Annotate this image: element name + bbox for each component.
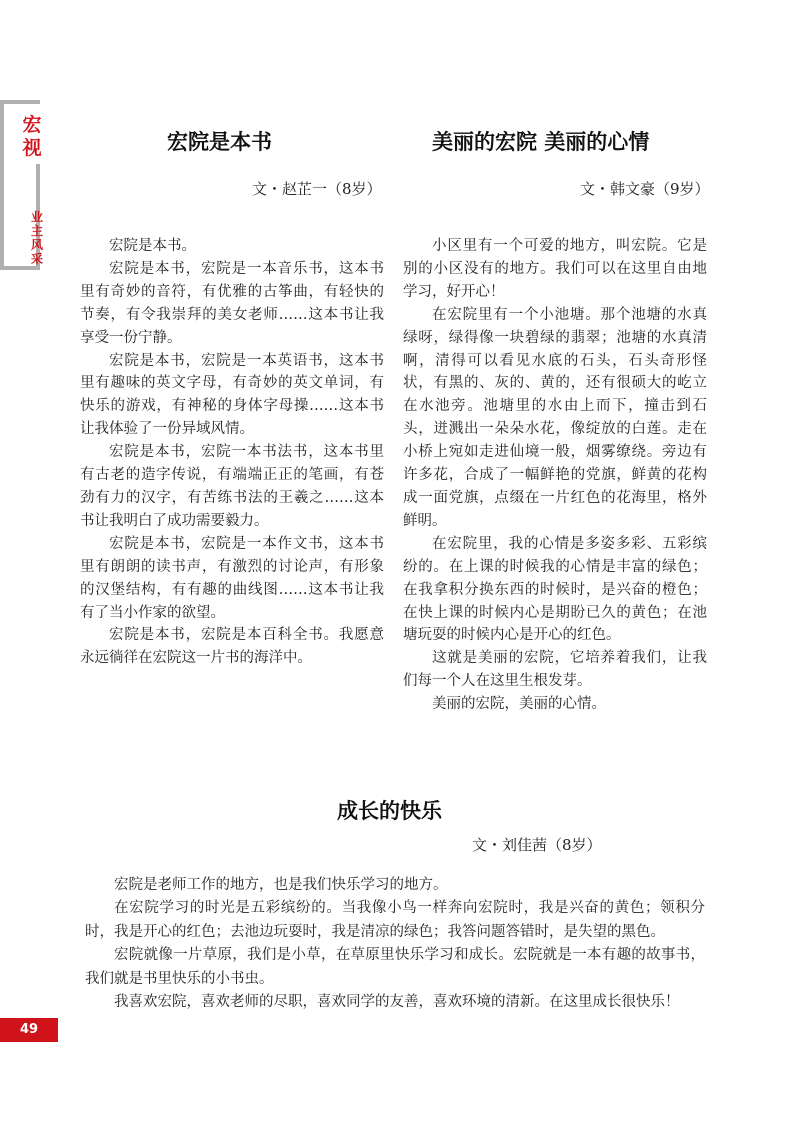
article3-body	[85, 874, 705, 1014]
article2-paragraph: 在宏院里有一个小池塘。那个池塘的水真绿呀，绿得像一块碧绿的翡翠；池塘的水真清啊，清得可以看见水底的石头，石头奇形怪状，有黑的、灰的、黄的，还有很硕大的屹立在水池旁。池塘里的水由上而下，撞击到石头，迸溅出一朵朵水花，像绽放的白莲。走在小桥上宛如走进仙境一般，烟雾缭绕。旁边有许多花，合成了一幅鲜艳的党旗，鲜黄的花构成一面党旗，点缀在一片红色的花海里，格外鲜明。	[403, 306, 707, 529]
article3-byline: 文・刘佳茜（8岁）	[472, 836, 602, 854]
article3-title: 成长的快乐	[337, 798, 442, 823]
article2-paragraph: 这就是美丽的宏院，它培养着我们，让我们每一个人在这里生根发芽。	[403, 650, 707, 690]
tab-border-left	[0, 100, 4, 270]
article1-body	[80, 235, 384, 670]
section-subname: 业主风采	[30, 210, 43, 266]
article3-paragraph: 宏院是老师工作的地方，也是我们快乐学习的地方。	[114, 877, 448, 893]
article1-paragraph: 宏院是本书，宏院是一本音乐书，这本书里有奇妙的音符，有优雅的古筝曲，有轻快的节奏，有令我崇拜的美女老师……这本书让我享受一份宁静。	[80, 260, 384, 346]
article1-byline: 文・赵芷一（8岁）	[252, 180, 382, 198]
article1-title: 宏院是本书	[167, 129, 272, 154]
article2-paragraph: 美丽的宏院，美丽的心情。	[432, 696, 606, 713]
article2-byline: 文・韩文豪（9岁）	[580, 180, 710, 198]
tab-border-bottom	[0, 266, 40, 270]
section-tab	[0, 100, 44, 270]
article2-body	[403, 235, 707, 716]
article3-paragraph: 在宏院学习的时光是五彩缤纷的。当我像小鸟一样奔向宏院时，我是兴奋的黄色；领积分时，我是开心的红色；去池边玩耍时，我是清凉的绿色；我答问题答错时，是失望的黑色。	[85, 900, 705, 940]
section-name: 宏视	[22, 114, 42, 159]
article1-paragraph: 宏院是本书，宏院是本百科全书。我愿意永远徜徉在宏院这一片书的海洋中。	[80, 627, 384, 667]
article2-title: 美丽的宏院 美丽的心情	[432, 129, 650, 154]
tab-border-top	[0, 100, 40, 104]
article3-paragraph: 宏院就像一片草原，我们是小草，在草原里快乐学习和成长。宏院就是一本有趣的故事书，我们就是书里快乐的小书虫。	[85, 947, 705, 987]
article1-paragraph: 宏院是本书。	[109, 238, 196, 254]
article2-paragraph: 小区里有一个可爱的地方，叫宏院。它是别的小区没有的地方。我们可以在这里自由地学习，好开心！	[403, 238, 707, 300]
article2-paragraph: 在宏院里，我的心情是多姿多彩、五彩缤纷的。在上课的时候我的心情是丰富的绿色；在我拿积分换东西的时候时，是兴奋的橙色；在快上课的时候内心是期盼已久的黄色；在池塘玩耍的时候内心是开心的红色。	[403, 535, 707, 644]
article1-paragraph: 宏院是本书，宏院一本书法书，这本书里有古老的造字传说，有端端正正的笔画，有苍劲有力的汉字，有苦练书法的王羲之……这本书让我明白了成功需要毅力。	[80, 444, 384, 529]
article3-paragraph: 我喜欢宏院，喜欢老师的尽职，喜欢同学的友善，喜欢环境的清新。在这里成长很快乐！	[114, 994, 680, 1011]
page-number: 49	[0, 1018, 58, 1042]
article1-paragraph: 宏院是本书，宏院是一本英语书，这本书里有趣味的英文字母，有奇妙的英文单词，有快乐的游戏，有神秘的身体字母操……这本书让我体验了一份异域风情。	[80, 352, 384, 438]
article1-paragraph: 宏院是本书，宏院是一本作文书，这本书里有朗朗的读书声，有激烈的讨论声，有形象的汉堡结构，有有趣的曲线图……这本书让我有了当小作家的欲望。	[80, 535, 384, 621]
